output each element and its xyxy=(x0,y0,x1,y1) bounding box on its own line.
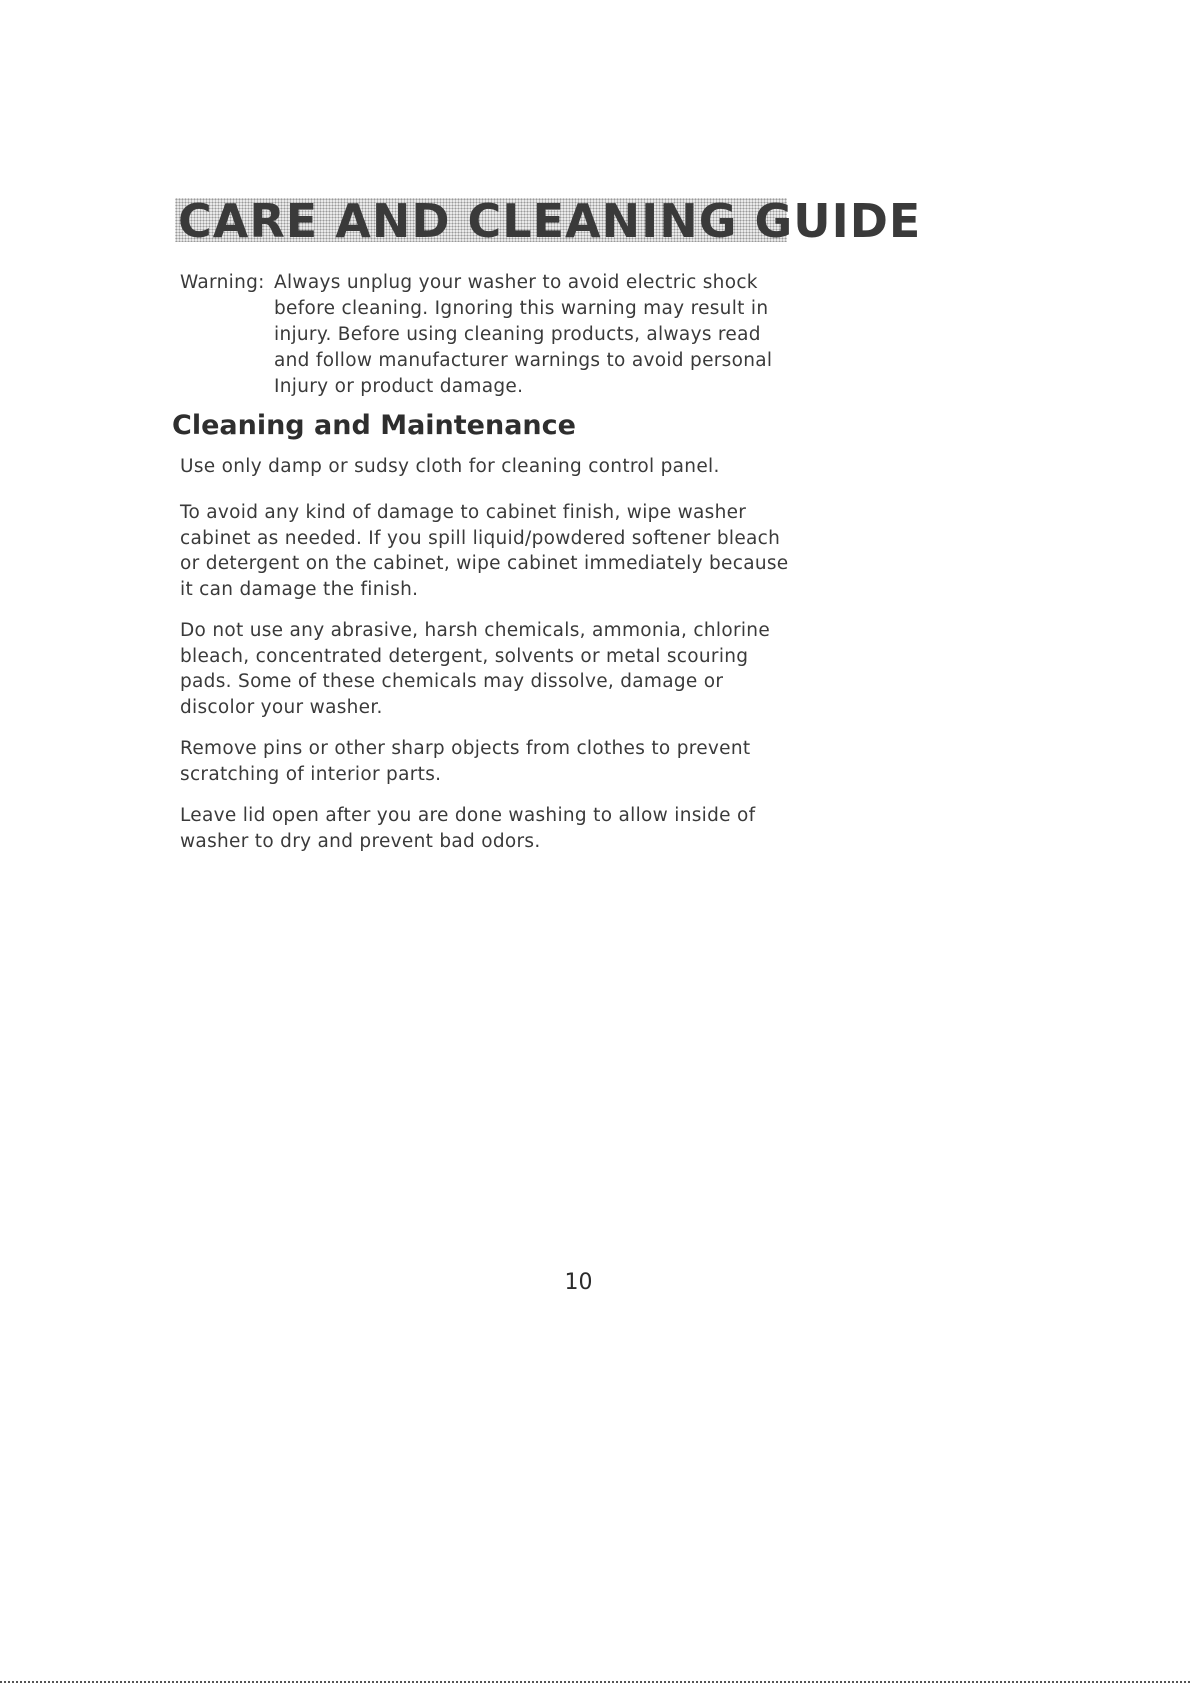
paragraph-line: pads. Some of these chemicals may dissolve, damage or xyxy=(180,671,724,692)
paragraph-line: cabinet as needed. If you spill liquid/powdered softener bleach xyxy=(180,527,781,549)
paragraph-line: To avoid any kind of damage to cabinet finish, wipe washer xyxy=(180,502,747,523)
warning-line: and follow manufacturer warnings to avoid personal xyxy=(274,350,773,371)
warning-line: Always unplug your washer to avoid electric shock xyxy=(274,272,758,293)
paragraph-line: Do not use any abrasive, harsh chemicals, ammonia, chlorine xyxy=(180,620,770,641)
paragraph-line: Remove pins or other sharp objects from clothes to prevent xyxy=(180,738,751,759)
page-number: 10 xyxy=(564,1270,593,1295)
paragraph-lid-open xyxy=(180,803,755,854)
paragraph-line: bleach, concentrated detergent, solvents or metal scouring xyxy=(180,645,749,667)
warning-line: Injury or product damage. xyxy=(274,376,524,397)
warning-label: Warning: xyxy=(180,272,265,293)
page-title: CARE AND CLEANING GUIDE xyxy=(178,194,922,248)
bottom-divider xyxy=(0,1681,1191,1683)
paragraph-line: discolor your washer. xyxy=(180,696,383,718)
warning-line: before cleaning. Ignoring this warning may result in xyxy=(274,298,769,319)
paragraph-abrasives xyxy=(180,618,770,720)
paragraph-line: Use only damp or sudsy cloth for cleaning control panel. xyxy=(180,456,720,477)
paragraph-sharp-objects xyxy=(180,736,750,787)
paragraph-control-panel xyxy=(180,454,720,480)
section-heading: Cleaning and Maintenance xyxy=(172,410,576,441)
paragraph-line: washer to dry and prevent bad odors. xyxy=(180,830,541,852)
warning-line: injury. Before using cleaning products, always read xyxy=(274,324,761,345)
paragraph-line: scratching of interior parts. xyxy=(180,763,442,785)
paragraph-line: it can damage the finish. xyxy=(180,578,419,600)
paragraph-cabinet-finish xyxy=(180,500,788,602)
paragraph-line: or detergent on the cabinet, wipe cabinet immediately because xyxy=(180,553,789,574)
paragraph-line: Leave lid open after you are done washing to allow inside of xyxy=(180,805,756,826)
warning-text xyxy=(274,270,854,400)
